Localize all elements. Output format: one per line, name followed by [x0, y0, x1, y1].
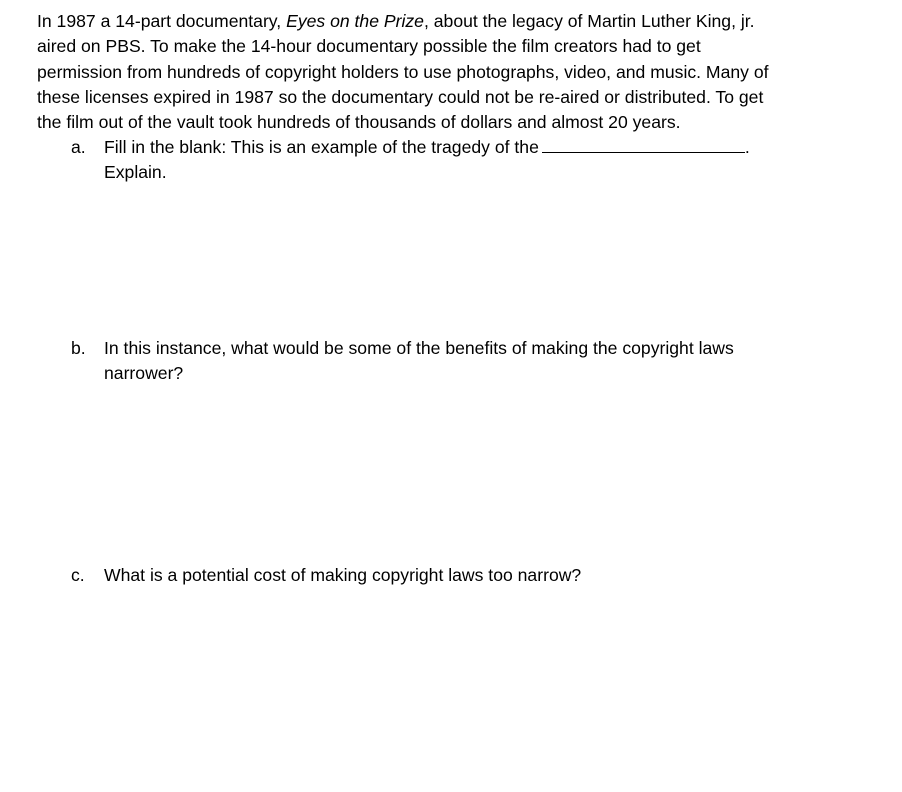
question-a-prompt: Fill in the blank: This is an example of the tragedy of the	[104, 137, 539, 157]
intro-line-1-start: In 1987 a 14-part documentary,	[37, 11, 287, 31]
question-a-line-2: Explain.	[104, 162, 167, 183]
question-a-line-1	[104, 135, 864, 160]
question-b-line-1: In this instance, what would be some of the benefits of making the copyright laws	[104, 338, 734, 358]
intro-line-1	[37, 9, 877, 34]
intro-line-3: permission from hundreds of copyright holders to use photographs, video, and music. Many of	[37, 61, 769, 82]
intro-line-1-end: , about the legacy of Martin Luther King, jr.	[423, 11, 755, 31]
intro-line-4: these licenses expired in 1987 so the documentary could not be re-aired or distributed. To get	[37, 86, 764, 107]
intro-line-5: the film out of the vault took hundreds of thousands of dollars and almost 20 years.	[37, 112, 681, 133]
question-b-marker: b.	[71, 338, 86, 358]
question-c-marker: c.	[71, 565, 85, 585]
question-c-text	[104, 563, 864, 588]
question-c-line-1: What is a potential cost of making copyright laws too narrow?	[104, 565, 582, 585]
intro-paragraph	[37, 9, 877, 135]
fill-in-blank[interactable]	[542, 136, 745, 153]
intro-line-2: aired on PBS. To make the 14-hour documentary possible the film creators had to get	[37, 36, 701, 57]
question-a-text	[104, 135, 864, 186]
question-b-line-2: narrower?	[104, 363, 184, 384]
documentary-title: Eyes on the Prize	[286, 11, 424, 31]
question-a-marker: a.	[71, 137, 86, 157]
question-b-text	[104, 336, 864, 387]
question-a-period: .	[744, 137, 750, 157]
